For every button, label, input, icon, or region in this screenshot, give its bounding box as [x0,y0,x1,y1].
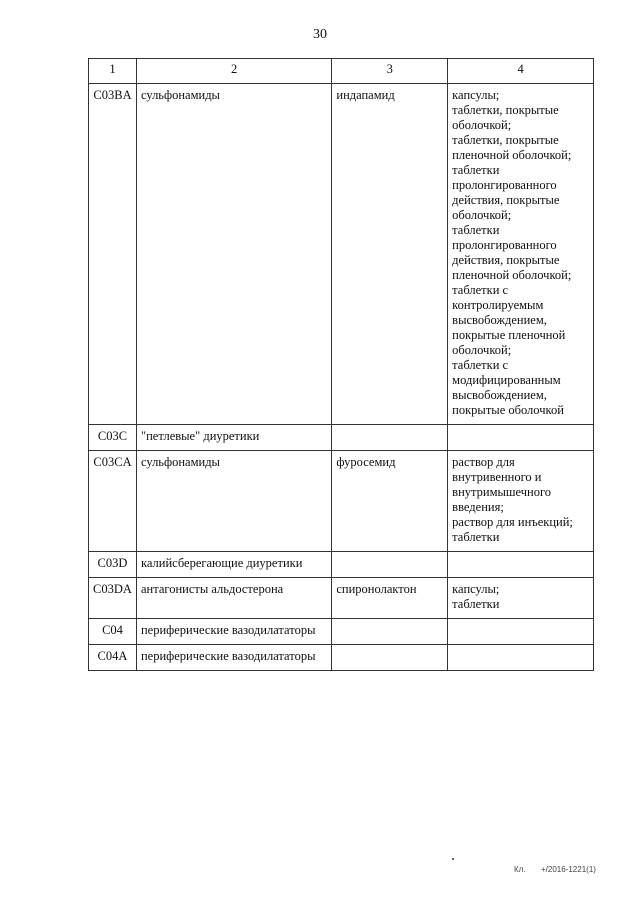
footer-mark: Кл. [514,865,526,874]
dosage-form: капсулы; [452,88,500,102]
table-row [89,578,594,619]
header-cell-1: 1 [89,59,137,84]
group-name-cell: сульфонамиды [136,84,331,425]
table-row [89,645,594,671]
atc-code-cell: C04A [89,645,137,671]
atc-code-cell: C03BA [89,84,137,425]
dosage-form: таблетки, покрытые оболочкой; [452,103,562,132]
dosage-forms-cell [448,84,594,425]
dosage-form: таблетки пролонгированного действия, покрытые оболочкой; [452,163,563,222]
group-name-cell: периферические вазодилататоры [136,645,331,671]
footer-stamp: +/2016-1221(1) [541,865,596,874]
atc-code-cell: C03DA [89,578,137,619]
dosage-form: таблетки [452,530,500,544]
dosage-forms-cell [448,645,594,671]
atc-code-cell: C03D [89,552,137,578]
dosage-form: таблетки [452,597,500,611]
table-row [89,451,594,552]
drug-name-cell [332,552,448,578]
header-cell-2: 2 [136,59,331,84]
atc-code-cell: C04 [89,619,137,645]
group-name-cell: сульфонамиды [136,451,331,552]
dosage-forms-cell [448,619,594,645]
table-row [89,552,594,578]
atc-code-cell: C03CA [89,451,137,552]
dosage-form: капсулы; [452,582,500,596]
drug-name-cell: спиронолактон [332,578,448,619]
header-cell-4: 4 [448,59,594,84]
header-cell-3: 3 [332,59,448,84]
drug-name-cell: индапамид [332,84,448,425]
dosage-form: таблетки с модифицированным высвобождением, покрытые оболочкой [452,358,564,417]
drug-table [88,58,594,671]
table-header-row [89,59,594,84]
dosage-forms-cell [448,578,594,619]
dosage-form: раствор для внутривенного и внутримышечного введения; [452,455,555,514]
dosage-forms-cell [448,425,594,451]
dosage-forms-cell [448,451,594,552]
dosage-form: раствор для инъекций; [452,515,573,529]
group-name-cell: "петлевые" диуретики [136,425,331,451]
group-name-cell: антагонисты альдостерона [136,578,331,619]
drug-name-cell [332,619,448,645]
dosage-form: таблетки пролонгированного действия, покрытые пленочной оболочкой; [452,223,572,282]
dosage-forms-cell [448,552,594,578]
atc-code-cell: C03C [89,425,137,451]
dosage-form: таблетки, покрытые пленочной оболочкой; [452,133,572,162]
table-row [89,619,594,645]
drug-name-cell [332,425,448,451]
dosage-form: таблетки с контролируемым высвобождением, покрытые пленочной оболочкой; [452,283,569,357]
drug-name-cell: фуросемид [332,451,448,552]
group-name-cell: периферические вазодилататоры [136,619,331,645]
scan-speck [452,858,454,860]
table-row [89,425,594,451]
group-name-cell: калийсберегающие диуретики [136,552,331,578]
table-row [89,84,594,425]
page-number: 30 [313,27,327,42]
drug-name-cell [332,645,448,671]
